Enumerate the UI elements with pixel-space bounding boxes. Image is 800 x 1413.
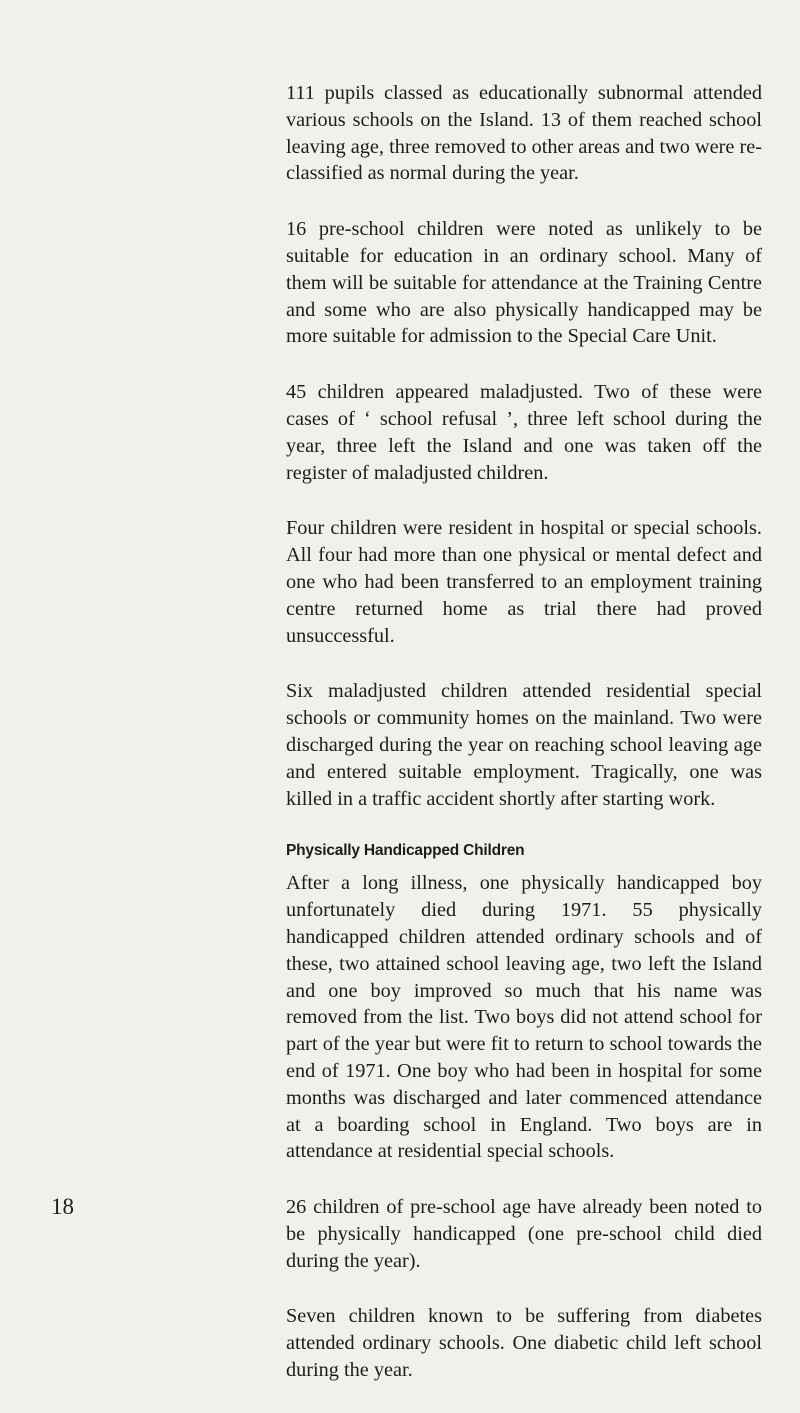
text-column [286,80,762,1413]
paragraph-pre-school-education: 16 pre-school children were noted as unlikely to be suitable for education in an ordinary school. Many of them will be suitable for attendance at the Training Centre and some who are also physically handicapped may be more suitable for admission to the Special Care Unit. [286,218,762,348]
paragraph-pre-school-handicapped: 26 children of pre-school age have already been noted to be physically handicapped (one pre-school child died during the year). [286,1196,762,1272]
page-number: 18 [51,1194,74,1219]
section-heading: Physically Handicapped Children [286,842,525,860]
paragraph-physically-handicapped: After a long illness, one physically handicapped boy unfortunately died during 1971. 55 physically handicapped children attended ordinary schools and of these, two attained school leaving age, two left the Island and one boy improved so much that his name was removed from the list. Two boys did not attend school for part of the year but were fit to return to school towards the end of 1971. One boy who had been in hospital for some months was discharged and later commenced attendance at a boarding school in England. Two boys are in attendance at residential special schools. [286,872,762,1163]
paragraph-residential-special-schools: Six maladjusted children attended residential special schools or community homes on the mainland. Two were discharged during the year on reaching school leaving age and entered suitable employment. Tragically, one was killed in a traffic accident shortly after starting work. [286,680,762,810]
paragraph-diabetes: Seven children known to be suffering from diabetes attended ordinary schools. One diabetic child left school during the year. [286,1305,762,1382]
paragraph-maladjusted-children: 45 children appeared maladjusted. Two of these were cases of ‘ school refusal ’, three left school during the year, three left the Island and one was taken off the register of maladjusted children. [286,381,762,484]
paragraph-esn-pupils: 111 pupils classed as educationally subnormal attended various schools on the Island. 13 of them reached school leaving age, three removed to other areas and two were re-classified as normal during the year. [286,82,762,185]
paragraph-hospital-special-schools: Four children were resident in hospital or special schools. All four had more than one physical or mental defect and one who had been transferred to an employment training centre returned home as trial there had proved unsuccessful. [286,517,762,647]
